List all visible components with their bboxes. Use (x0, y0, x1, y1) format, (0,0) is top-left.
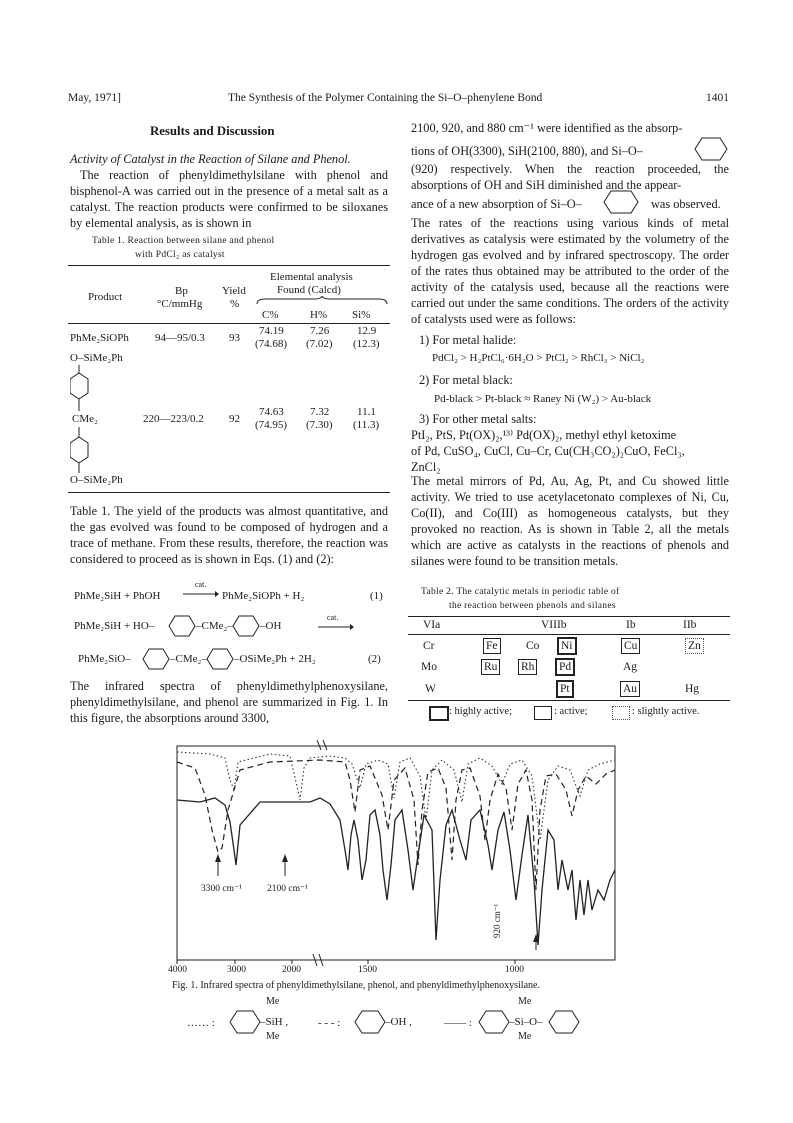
phenylene-ring-inline-2 (602, 189, 640, 215)
page-number: 1401 (706, 92, 729, 104)
right-paragraph-3: The metal mirrors of Pd, Au, Ag, Pt, and Cu showed little activity. We tried to use acetylacetonato complexes of Ni, Cu, Co(II), and Co(III) as homogeneous catalysts, but they provoked no reaction. As is shown in Table 2, all the metals which are active as catalysts in the reactions of phenols and silanes were found to be transition metals. (411, 474, 729, 568)
x-tick-4000: 4000 (168, 965, 187, 975)
table1-header-bp-unit: °C/mmHg (157, 298, 203, 310)
eq1-left: PhMe₂SiH + PhOH (74, 590, 161, 602)
table1-header-yield-unit: % (230, 298, 240, 310)
table1-header-found: Found (Calcd) (277, 284, 341, 296)
table2-cu: Cu (621, 638, 640, 654)
table2-pd: Pd (555, 658, 575, 676)
running-header-left: May, 1971] (68, 92, 121, 104)
table1-row1-bp: 94—95/0.3 (155, 332, 205, 344)
table2-header-ib: Ib (626, 619, 636, 631)
legend-dotted-key: …… : (187, 1017, 215, 1029)
table2-w: W (425, 683, 436, 695)
annotation-2100: 2100 cm⁻¹ (267, 884, 308, 894)
right-para1-line2: tions of OH(3300), SiH(2100, 880), and Si–O– (411, 144, 643, 158)
phenylene-ring-inline-1 (693, 136, 729, 162)
table1-row1-c: 74.19 (259, 325, 284, 337)
table1-header-c: C% (262, 309, 279, 321)
eq2a-ring-2 (232, 614, 260, 638)
table1-caption-2: with PdCl₂ as catalyst (135, 250, 225, 260)
ir-spectra-figure (170, 740, 620, 980)
legend-ring-2 (354, 1009, 386, 1035)
order-metal-black: Pd-black > Pt-black ≈ Raney Ni (W₂) > Au-black (434, 393, 652, 405)
table1-header-product: Product (88, 291, 123, 303)
paragraph-1: The reaction of phenyldimethylsilane with phenol and bisphenol-A was carried out in the presence of a metal salt as a catalyst. The reaction products were confirmed to be siloxanes by elemental analysis, as is shown in (70, 168, 388, 230)
table1-header-bp: Bp (175, 285, 188, 297)
table1-row2-yield: 92 (229, 413, 240, 425)
list-item-2: 2) For metal black: (419, 373, 513, 387)
paragraph-2: Table 1. The yield of the products was almost quantitative, and the gas evolved was found to be composed of hydrogen and a trace of methane. From these results, therefore, the reaction was considered to proceed as is shown in Eqs. (1) and (2): (70, 504, 388, 566)
legend-box-active (534, 706, 552, 720)
table2-rule-mid (408, 634, 730, 635)
right-para1-line4b: was observed. (651, 197, 721, 211)
table2-ag: Ag (623, 661, 638, 673)
table2-hg: Hg (685, 683, 700, 695)
eq2-number: (2) (368, 653, 381, 665)
table2-caption-2: the reaction between phenols and silanes (449, 601, 616, 611)
legend-solid-key: —— : (444, 1017, 472, 1029)
table1-row2-c-calc: (74.95) (255, 419, 288, 431)
table1-header-si: Si% (352, 309, 371, 321)
table1-row2-bp: 220—223/0.2 (143, 413, 204, 425)
order-other-salts-1: PtI₂, PtS, Pt(OX)₂,¹³⁾ Pd(OX)₂, methyl ethyl ketoxime (411, 428, 677, 442)
order-other-salts-2: of Pd, CuSO₄, CuCl, Cu–Cr, Cu(CH₃CO₂)₂CuO, FeCl₃, (411, 444, 685, 458)
table1-row1-h: 7.26 (310, 325, 330, 337)
table1-row2-bottom-group: O–SiMe₂Ph (70, 474, 123, 486)
table1-row1-h-calc: (7.02) (306, 338, 333, 350)
table2-header-viiib: VIIIb (541, 619, 567, 631)
table1-row1-si: 12.9 (357, 325, 377, 337)
legend-ring-3 (478, 1009, 510, 1035)
table2-au: Au (620, 681, 640, 697)
eq2b-ring-1 (142, 647, 170, 671)
right-paragraph-2: The rates of the reactions using various kinds of metal derivatives as catalysis were estimated by the volumetry of the hydrogen gas evolved and by infrared spectroscopy. The order of the rates thus obtained may be attributed to the order of the activity of the catalysis used, because all the reactions were carried out under the same conditions. The orders of the activity of catalysts used were as follows: (411, 216, 729, 326)
list-item-3: 3) For other metal salts: (419, 412, 537, 426)
table2-rh: Rh (518, 659, 537, 675)
legend-highly-active: : highly active; (449, 706, 512, 717)
legend3-me-bottom: Me (518, 1031, 532, 1042)
list-item-1: 1) For metal halide: (419, 333, 517, 347)
legend-slightly-active: : slightly active. (632, 706, 700, 717)
legend-box-highly-active (429, 706, 449, 721)
eq2-arrow (318, 623, 354, 631)
eq2b-right: –OSiMe₂Ph + 2H₂ (234, 653, 316, 665)
eq2a-left: PhMe₂SiH + HO– (74, 620, 155, 632)
order-other-salts-3: ZnCl₂ (411, 460, 441, 474)
legend-dashed-key: - - - : (318, 1017, 341, 1029)
right-para1-line4a: ance of a new absorption of Si–O– (411, 197, 582, 211)
spectrum-dotted (177, 752, 615, 840)
x-tick-1500: 1500 (358, 965, 377, 975)
eq2a-ring-1 (168, 614, 196, 638)
table1-row1-product: PhMe₂SiOPh (70, 332, 129, 344)
eq2b-mid: –CMe₂– (170, 653, 207, 665)
table2-header-iib: IIb (683, 619, 697, 631)
legend2-phenol: –OH , (385, 1016, 412, 1028)
table1-row1-yield: 93 (229, 332, 240, 344)
table2-co: Co (526, 640, 540, 652)
x-tick-3000: 3000 (227, 965, 246, 975)
table2-rule-bottom (408, 700, 730, 701)
eq1-cat: cat. (195, 580, 207, 589)
legend3-me-top: Me (518, 996, 532, 1007)
table1-rule-bottom (68, 492, 390, 493)
spectrum-dashed (177, 760, 615, 890)
right-para1-line3: (920) respectively. When the reaction proceeded, the absorptions of OH and SiH diminished and the appear- (411, 162, 729, 192)
table1-rule-top (68, 265, 390, 266)
legend-ring-1 (229, 1009, 261, 1035)
eq2-cat: cat. (327, 613, 339, 622)
eq1-number: (1) (370, 590, 383, 602)
table1-brace (255, 296, 390, 306)
table1-header-elemental: Elemental analysis (270, 271, 353, 283)
table2-ni: Ni (557, 637, 577, 655)
legend3-siloxane: –Si–O– (509, 1016, 543, 1028)
x-tick-2000: 2000 (282, 965, 301, 975)
annotation-920: 920 cm⁻¹ (492, 903, 502, 938)
legend-ring-4 (548, 1009, 580, 1035)
table1-rule-mid (68, 323, 390, 324)
subsection-title: Activity of Catalyst in the Reaction of Silane and Phenol. (70, 152, 351, 166)
table2-fe: Fe (483, 638, 501, 654)
order-metal-halide: PdCl₂ > H₂PtCl₆·6H₂O > PtCl₂ > RhCl₃ > NiCl₂ (432, 352, 645, 364)
table2-pt: Pt (556, 680, 574, 698)
figure-caption: Fig. 1. Infrared spectra of phenyldimethylsilane, phenol, and phenyldimethylphenoxysilane. (172, 980, 540, 991)
legend-box-slightly-active (612, 706, 630, 720)
legend1-me-top: Me (266, 996, 280, 1007)
table1-header-yield: Yield (222, 285, 246, 297)
legend1-silane: –SiH , (260, 1016, 289, 1028)
eq2a-mid: –CMe₂– (196, 620, 233, 632)
spectrum-solid (177, 798, 615, 945)
table2-cr: Cr (423, 640, 435, 652)
table2-zn: Zn (685, 638, 704, 654)
table2-rule-top (408, 616, 730, 617)
running-header-title: The Synthesis of the Polymer Containing the Si–O–phenylene Bond (228, 92, 543, 104)
table2-header-via: VIa (423, 619, 441, 631)
eq2a-right: –OH (260, 620, 282, 632)
x-tick-1000: 1000 (505, 965, 524, 975)
table1-row2-mid-group: CMe₂ (72, 413, 98, 425)
right-para1-line1: 2100, 920, and 880 cm⁻¹ were identified as the absorp- (411, 121, 683, 135)
table1-header-h: H% (310, 309, 328, 321)
paragraph-3: The infrared spectra of phenyldimethylphenoxysilane, phenyldimethylsilane, and phenol are summarized in Fig. 1. In this figure, the absorptions around 3300, (70, 679, 388, 725)
eq1-arrow (183, 590, 219, 598)
table2-mo: Mo (421, 661, 437, 673)
section-title: Results and Discussion (150, 124, 275, 138)
table1-row2-h: 7.32 (310, 406, 330, 418)
table1-row2-top-group: O–SiMe₂Ph (70, 352, 123, 364)
table2-ru: Ru (481, 659, 500, 675)
annotation-3300: 3300 cm⁻¹ (201, 884, 242, 894)
table1-row2-si-calc: (11.3) (353, 419, 380, 431)
legend-active: : active; (554, 706, 588, 717)
table1-row1-si-calc: (12.3) (353, 338, 380, 350)
eq2b-left: PhMe₂SiO– (78, 653, 131, 665)
table2-caption-1: Table 2. The catalytic metals in periodic table of (421, 587, 620, 597)
table1-row2-h-calc: (7.30) (306, 419, 333, 431)
table1-row2-si: 11.1 (357, 406, 376, 418)
table1-row1-c-calc: (74.68) (255, 338, 288, 350)
table1-row2-c: 74.63 (259, 406, 284, 418)
legend1-me-bottom: Me (266, 1031, 280, 1042)
eq2b-ring-2 (206, 647, 234, 671)
table1-caption-1: Table 1. Reaction between silane and phenol (92, 236, 275, 246)
eq1-right: PhMe₂SiOPh + H₂ (222, 590, 305, 602)
